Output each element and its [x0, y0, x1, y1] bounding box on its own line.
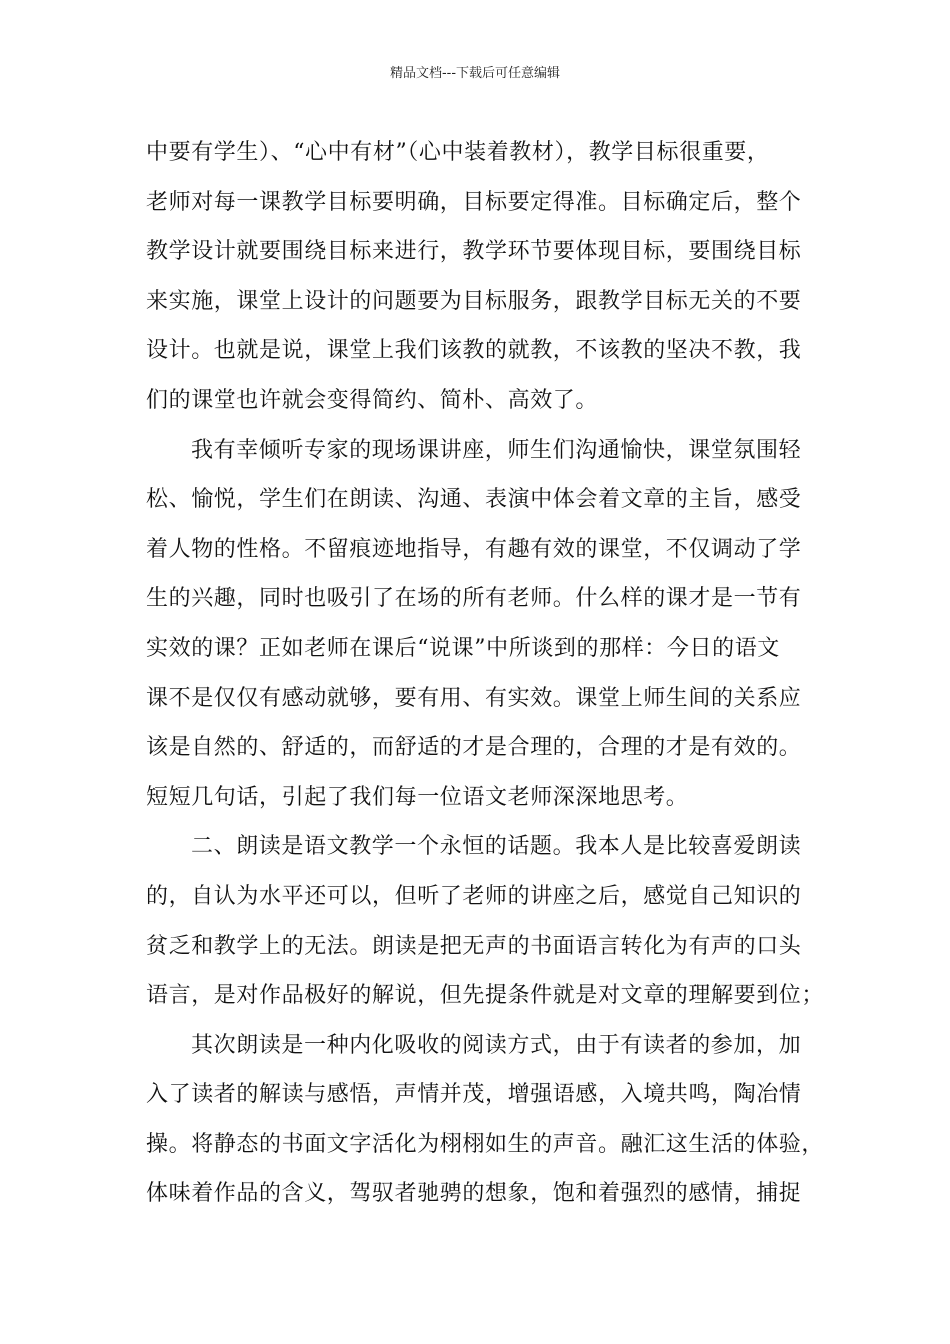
text-line: 中要有学生）、“心中有材”（心中装着教材），教学目标很重要， — [146, 140, 770, 165]
text-line: 实效的课？正如老师在课后“说课”中所谈到的那样：今日的语文 — [146, 635, 780, 661]
text-line: 入了读者的解读与感悟，声情并茂，增强语感，入境共鸣，陶冶情 — [146, 1082, 802, 1108]
text-line: 语言，是对作品极好的解说，但先提条件就是对文章的理解要到位； — [146, 983, 825, 1009]
document-body — [146, 128, 826, 1219]
text-line: 着人物的性格。不留痕迹地指导，有趣有效的课堂，不仅调动了学 — [146, 536, 802, 562]
text-line: 老师对每一课教学目标要明确，目标要定得准。目标确定后，整个 — [146, 189, 802, 215]
text-line: 教学设计就要围绕目标来进行，教学环节要体现目标，要围绕目标 — [146, 239, 802, 265]
text-line: 体味着作品的含义，驾驭者驰骋的想象，饱和着强烈的感情，捕捉 — [146, 1181, 802, 1207]
text-line: 的，自认为水平还可以，但听了老师的讲座之后，感觉自己知识的 — [146, 883, 802, 909]
text-line: 生的兴趣，同时也吸引了在场的所有老师。什么样的课才是一节有 — [146, 586, 802, 612]
text-line: 贫乏和教学上的无法。朗读是把无声的书面语言转化为有声的口头 — [146, 933, 802, 959]
text-line: 操。将静态的书面文字活化为栩栩如生的声音。融汇这生活的体验， — [146, 1131, 825, 1157]
text-line: 我有幸倾听专家的现场课讲座，师生们沟通愉快，课堂氛围轻 — [191, 437, 802, 463]
text-line: 来实施，课堂上设计的问题要为目标服务，跟教学目标无关的不要 — [146, 288, 802, 314]
page-header: 精品文档---下载后可任意编辑 — [389, 66, 561, 81]
text-line: 短短几句话，引起了我们每一位语文老师深深地思考。 — [146, 784, 689, 810]
paragraph — [146, 1021, 826, 1219]
paragraph — [146, 128, 826, 426]
text-line: 二、朗读是语文教学一个永恒的话题。我本人是比较喜爱朗读 — [191, 834, 802, 860]
paragraph — [146, 822, 826, 1020]
text-line: 其次朗读是一种内化吸收的阅读方式，由于有读者的参加，加 — [191, 1032, 802, 1058]
text-line: 设计。也就是说，课堂上我们该教的就教，不该教的坚决不教，我 — [146, 338, 802, 364]
paragraph — [146, 426, 826, 823]
text-line: 课不是仅仅有感动就够，要有用、有实效。课堂上师生间的关系应 — [146, 685, 802, 711]
text-line: 松、愉悦，学生们在朗读、沟通、表演中体会着文章的主旨，感受 — [146, 487, 802, 513]
text-line: 们的课堂也许就会变得简约、简朴、高效了。 — [146, 387, 599, 413]
text-line: 该是自然的、舒适的，而舒适的才是合理的，合理的才是有效的。 — [146, 735, 802, 761]
